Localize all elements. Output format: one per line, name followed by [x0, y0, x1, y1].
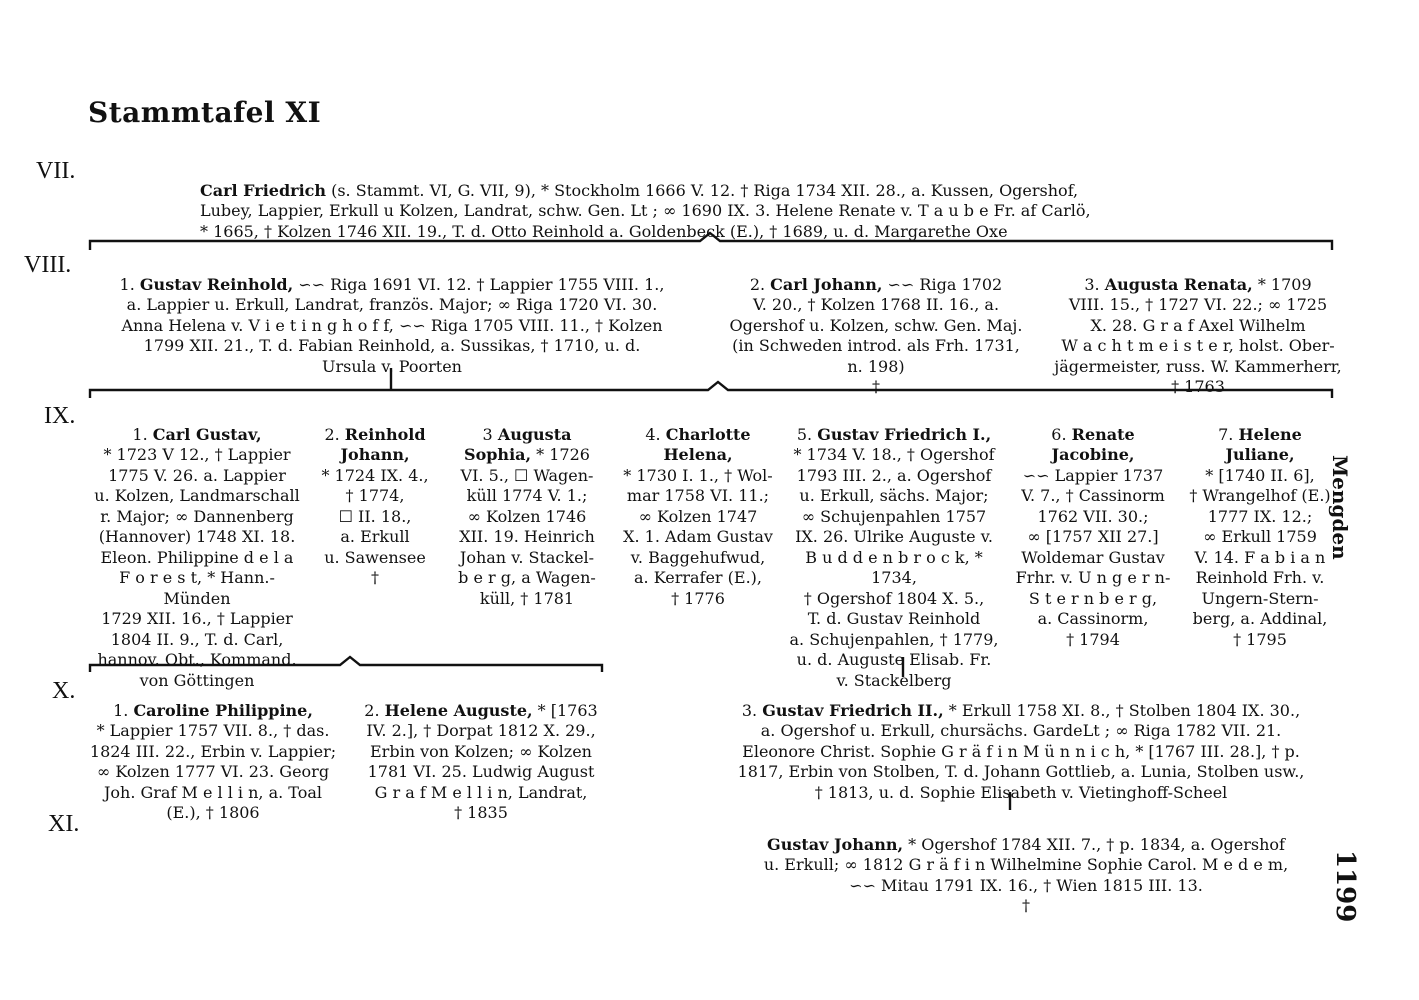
person-reinhold-johann	[306, 404, 444, 589]
person-number: 3	[482, 424, 493, 444]
person-details: ∽∽ Lappier 1737 V. 7., † Cassinorm 1762 VII. 30.; ∞ [1757 XII 27.] Woldemar Gustav Frhr. v. U n g e r n- S t e r n b e r g, a. Cassinorm, † 1794	[1015, 465, 1171, 649]
person-carl-gustav	[86, 404, 308, 691]
person-gustav-johann	[716, 814, 1336, 917]
person-name: Charlotte Helena,	[663, 424, 751, 464]
person-augusta-sophia	[444, 404, 610, 609]
person-augusta-renata	[1048, 254, 1348, 398]
generation-label-x: X.	[52, 678, 76, 704]
person-details: ∽∽ Riga 1691 VI. 12. † Lappier 1755 VIII. 1., a. Lappier u. Erkull, Landrat, französ. Major; ∞ Riga 1720 VI. 30. Anna Helena v. V i e t i n g h o f f, ∽∽ Riga 1705 VIII. 11., † Kolzen 1799 XII. 21., T. d. Fabian Reinhold, a. Sussikas, † 1710, u. d. Ursula v. Poorten	[121, 274, 665, 376]
person-number: 3.	[1084, 274, 1100, 294]
generation-label-vii: VII.	[36, 158, 76, 184]
person-name: Helene Auguste,	[384, 700, 533, 720]
person-number: 3.	[741, 700, 758, 720]
person-details: ∽∽ Riga 1702 V. 20., † Kolzen 1768 II. 16., a. Ogershof u. Kolzen, schw. Gen. Maj. (in Schweden introd. als Frh. 1731, n. 198) †	[729, 274, 1023, 396]
person-number: 2.	[364, 700, 380, 720]
person-number: 4.	[645, 424, 661, 444]
person-number: 5.	[796, 424, 813, 444]
person-name: Gustav Friedrich II.,	[762, 700, 944, 720]
person-details: * Lappier 1757 VII. 8., † das. 1824 III. 22., Erbin v. Lappier; ∞ Kolzen 1777 VI. 23. Georg Joh. Graf M e l l i n, a. Toal (E.), † 1806	[89, 721, 337, 822]
person-number: 1.	[119, 274, 135, 294]
person-name: Augusta Renata,	[1104, 274, 1253, 294]
person-renate-jacobine	[1008, 404, 1178, 650]
person-name: Caroline Philippine,	[133, 700, 313, 720]
person-carl-johann	[712, 254, 1040, 398]
person-details: * Erkull 1758 XI. 8., † Stolben 1804 IX. 30., a. Ogershof u. Erkull, chursächs. GardeLt ; ∞ Riga 1782 VII. 21. Eleonore Christ. Sophie G r ä f i n M ü n n i c h, * [1767 III. 28.], † p. 1817, Erbin von Stolben, T. d. Johann Gottlieb, a. Lunia, Stolben usw., † 1813, u. d. Sophie Elisabeth v. Vietinghoff-Scheel	[737, 700, 1305, 802]
person-number: 7.	[1218, 424, 1234, 444]
person-name: Augusta Sophia,	[464, 424, 572, 464]
person-name: Carl Johann,	[770, 274, 883, 294]
generation-label-xi: XI.	[48, 811, 80, 837]
person-number: 2.	[324, 424, 340, 444]
person-details: * 1724 IX. 4., † 1774, ☐ II. 18., a. Erkull u. Sawensee †	[321, 465, 429, 587]
person-number: 6.	[1051, 424, 1067, 444]
family-name-side-label: Mengden	[1328, 455, 1352, 560]
person-gustav-friedrich-i	[780, 404, 1008, 691]
generation-label-viii: VIII.	[24, 252, 72, 278]
person-name: Reinhold Johann,	[340, 424, 426, 464]
person-carl-friedrich	[200, 160, 1230, 242]
person-number: 2.	[749, 274, 766, 294]
person-details: * 1730 I. 1., † Wol- mar 1758 VI. 11.; ∞ Kolzen 1747 X. 1. Adam Gustav v. Baggehufwud, a. Kerrafer (E.), † 1776	[623, 465, 773, 608]
person-details: * 1734 V. 18., † Ogershof 1793 III. 2., a. Ogershof u. Erkull, sächs. Major; ∞ Schujenpahlen 1757 IX. 26. Ulrike Auguste v. B u d d e n b r o c k, * 1734, † Ogershof 1804 X. 5., T. d. Gustav Reinhold a. Schujenpahlen, † 1779, u. d. Auguste Elisab. Fr. v. Stackelberg	[789, 445, 999, 690]
person-caroline-philippine	[82, 680, 344, 824]
person-details: * 1723 V 12., † Lappier 1775 V. 26. a. Lappier u. Kolzen, Landmarschall r. Major; ∞ Dannenberg (Hannover) 1748 XI. 18. Eleon. Philippine d e l a F o r e s t, * Hann.-Münden 1729 XII. 16., † Lappier 1804 II. 9., T. d. Carl, hannov. Obt., Kommand. von Göttingen	[94, 445, 300, 690]
person-details: * 1709 VIII. 15., † 1727 VI. 22.; ∞ 1725 X. 28. G r a f Axel Wilhelm W a c h t m e i s t e r, holst. Ober- jägermeister, russ. W. Kammerherr, † 1763	[1054, 274, 1342, 396]
person-details: (s. Stammt. VI, G. VII, 9), * Stockholm 1666 V. 12. † Riga 1734 XII. 28., a. Kussen, Ogershof, Lubey, Lappier, Erkull u Kolzen, Landrat, schw. Gen. Lt ; ∞ 1690 IX. 3. Helene Renate v. T a u b e Fr. af Carlö, * 1665, † Kolzen 1746 XII. 19., T. d. Otto Reinhold a. Goldenbeck (E.), † 1689, u. d. Margarethe Oxe	[200, 180, 1091, 241]
person-name: Renate Jacobine,	[1051, 424, 1135, 464]
person-gustav-friedrich-ii	[706, 680, 1336, 803]
person-name: Gustav Friedrich I.,	[817, 424, 992, 444]
person-name: Gustav Johann,	[767, 834, 904, 854]
person-details: * [1740 II. 6], † Wrangelhof (E.) 1777 IX. 12.; ∞ Erkull 1759 V. 14. F a b i a n Reinhold Frh. v. Ungern-Stern- berg, a. Addinal, † 1795	[1189, 465, 1331, 649]
person-charlotte-helena	[614, 404, 782, 609]
person-number: 1.	[132, 424, 148, 444]
person-helene-auguste	[350, 680, 612, 824]
person-gustav-reinhold	[86, 254, 698, 377]
person-name: Carl Gustav,	[152, 424, 262, 444]
person-details: * Ogershof 1784 XII. 7., † p. 1834, a. Ogershof u. Erkull; ∞ 1812 G r ä f i n Wilhelmine Sophie Carol. M e d e m, ∽∽ Mitau 1791 IX. 16., † Wien 1815 III. 13. †	[763, 834, 1289, 915]
page-number: 1199	[1330, 850, 1360, 923]
person-name: Helene Juliane,	[1225, 424, 1302, 464]
page-title: Stammtafel XI	[88, 96, 322, 129]
generation-label-ix: IX.	[44, 403, 76, 429]
person-helene-juliane	[1176, 404, 1344, 650]
person-details: * [1763 IV. 2.], † Dorpat 1812 X. 29., Erbin von Kolzen; ∞ Kolzen 1781 VI. 25. Ludwig August G r a f M e l l i n, Landrat, † 1835	[366, 700, 598, 822]
person-name: Carl Friedrich	[200, 180, 327, 200]
person-details: * 1726 VI. 5., ☐ Wagen- küll 1774 V. 1.; ∞ Kolzen 1746 XII. 19. Heinrich Johan v. Stackel- b e r g, a Wagen- küll, † 1781	[458, 445, 596, 608]
person-name: Gustav Reinhold,	[139, 274, 294, 294]
person-number: 1.	[113, 700, 129, 720]
